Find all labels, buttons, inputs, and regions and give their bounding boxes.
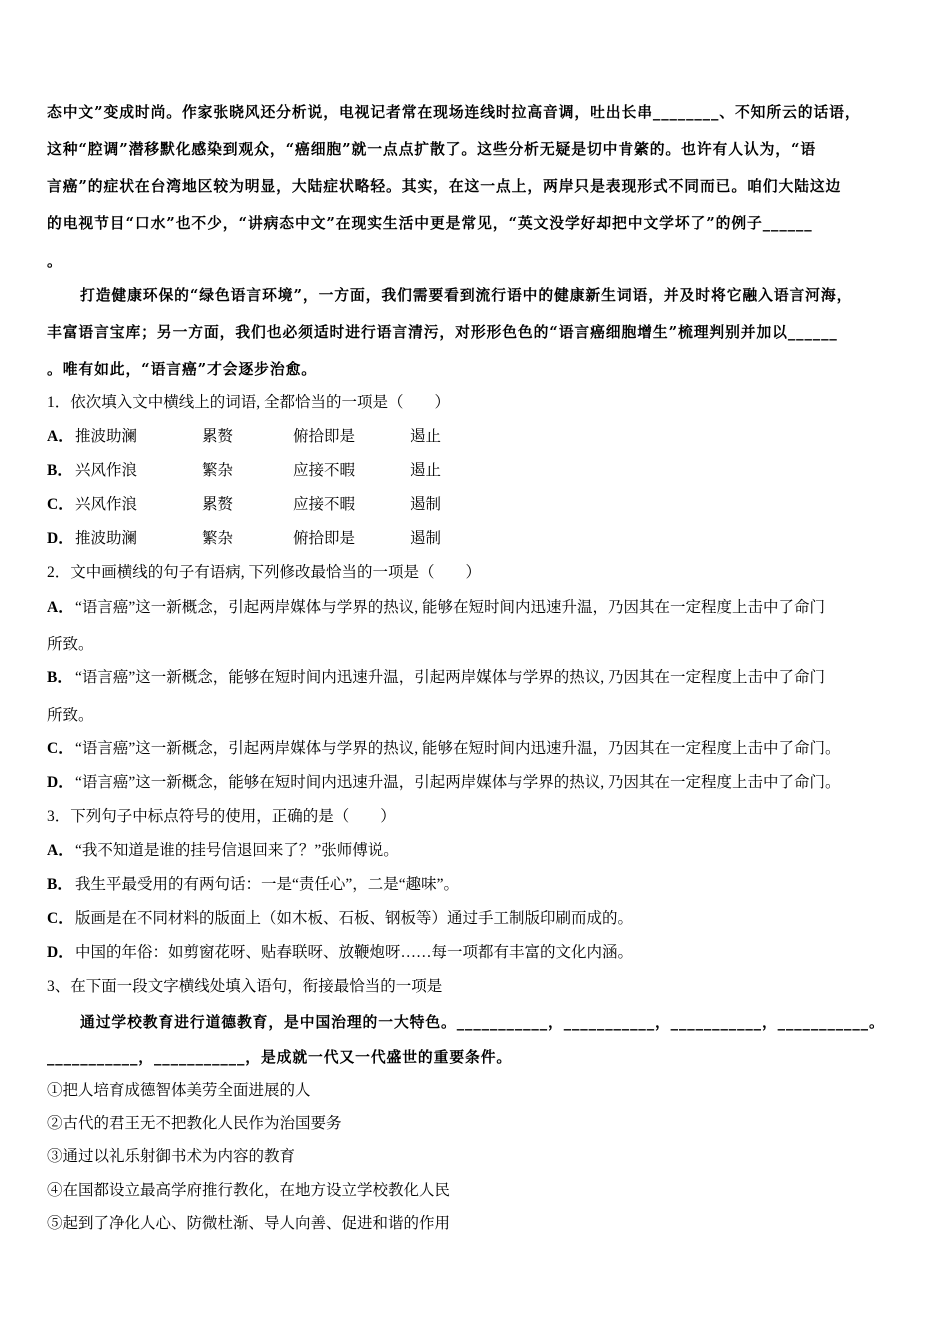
option-label: D．	[47, 944, 74, 961]
option-word: 应接不暇	[293, 462, 356, 479]
passage-line: 丰富语言宝库；另一方面，我们也必须适时进行语言清污，对形形色色的“语言癌细胞增生”梳理判别并加以______	[47, 324, 838, 341]
option-label: B．	[47, 462, 73, 479]
q4-item: ②古代的君王无不把教化人民作为治国要务	[47, 1115, 342, 1132]
option-label: B．	[47, 876, 73, 893]
q4-item: ⑤起到了净化人心、防微杜渐、导人向善、促进和谐的作用	[47, 1215, 451, 1232]
q2-option-b-text: “语言癌”这一新概念，能够在短时间内迅速升温，引起两岸媒体与学界的热议, 乃因其在一定程度上击中了命门	[75, 669, 826, 686]
question-4-stem: 3、在下面一段文字横线处填入语句，衔接最恰当的一项是	[47, 978, 443, 995]
q2-option-d-text: “语言癌”这一新概念，能够在短时间内迅速升温，引起两岸媒体与学界的热议, 乃因其在一定程度上击中了命门。	[75, 774, 841, 791]
option-word: 兴风作浪	[75, 496, 138, 513]
option-word: 遏制	[410, 496, 442, 513]
q4-passage-line: 通过学校教育进行道德教育，是中国治理的一大特色。___________，___________，___________，___________。	[80, 1014, 885, 1031]
q4-item: ③通过以礼乐射御书术为内容的教育	[47, 1148, 296, 1165]
q2-option-a-text: “语言癌”这一新概念，引起两岸媒体与学界的热议, 能够在短时间内迅速升温，乃因其在一定程度上击中了命门	[75, 599, 826, 616]
q2-option-a-text-cont: 所致。	[47, 636, 94, 653]
q3-option-d-text: 中国的年俗：如剪窗花呀、贴春联呀、放鞭炮呀……每一项都有丰富的文化内涵。	[75, 944, 634, 961]
option-word: 推波助澜	[75, 530, 138, 547]
q4-item: ①把人培育成德智体美劳全面进展的人	[47, 1082, 311, 1099]
q2-option-c-text: “语言癌”这一新概念，引起两岸媒体与学界的热议, 能够在短时间内迅速升温，乃因其在一定程度上击中了命门。	[75, 740, 841, 757]
option-word: 兴风作浪	[75, 462, 138, 479]
passage-line: 打造健康环保的“绿色语言环境”，一方面，我们需要看到流行语中的健康新生词语，并及时将它融入语言河海，	[80, 287, 853, 304]
question-3-stem: 3．下列句子中标点符号的使用，正确的是（ ）	[47, 808, 396, 825]
passage-line: 。唯有如此，“语言癌”才会逐步治愈。	[47, 361, 317, 378]
option-label: B．	[47, 669, 73, 686]
passage-line: 。	[47, 253, 63, 270]
option-word: 遏止	[410, 428, 442, 445]
option-label: D．	[47, 530, 74, 547]
passage-line: 的电视节目“口水”也不少，“讲病态中文”在现实生活中更是常见，“英文没学好却把中文学坏了”的例子______	[47, 215, 813, 232]
option-word: 繁杂	[202, 530, 234, 547]
question-2-stem: 2．文中画横线的句子有语病, 下列修改最恰当的一项是（ ）	[47, 564, 482, 581]
passage-line: 态中文”变成时尚。作家张晓风还分析说，电视记者常在现场连线时拉高音调，吐出长串________、不知所云的话语，	[47, 104, 861, 121]
option-word: 累赘	[202, 496, 234, 513]
option-label: A．	[47, 599, 74, 616]
option-label: D．	[47, 774, 74, 791]
option-word: 遏制	[410, 530, 442, 547]
option-label: A．	[47, 842, 74, 859]
q4-item: ④在国都设立最高学府推行教化，在地方设立学校教化人民	[47, 1182, 451, 1199]
option-label: C．	[47, 910, 74, 927]
q3-option-a-text: “我不知道是谁的挂号信退回来了？”张师傅说。	[75, 842, 399, 859]
option-word: 推波助澜	[75, 428, 138, 445]
option-word: 累赘	[202, 428, 234, 445]
option-word: 繁杂	[202, 462, 234, 479]
q2-option-b-text-cont: 所致。	[47, 707, 94, 724]
option-word: 俯拾即是	[293, 530, 356, 547]
q3-option-c-text: 版画是在不同材料的版面上（如木板、石板、钢板等）通过手工制版印刷而成的。	[75, 910, 634, 927]
option-word: 遏止	[410, 462, 442, 479]
option-word: 俯拾即是	[293, 428, 356, 445]
option-word: 应接不暇	[293, 496, 356, 513]
q3-option-b-text: 我生平最受用的有两句话：一是“责任心”，二是“趣味”。	[75, 876, 460, 893]
option-label: C．	[47, 496, 74, 513]
passage-line: 言癌”的症状在台湾地区较为明显，大陆症状略轻。其实，在这一点上，两岸只是表现形式不同而已。咱们大陆这边	[47, 178, 842, 195]
q4-passage-line: ___________，___________，是成就一代又一代盛世的重要条件。	[47, 1049, 513, 1066]
option-label: A．	[47, 428, 74, 445]
question-1-stem: 1．依次填入文中横线上的词语, 全都恰当的一项是（ ）	[47, 394, 451, 411]
passage-line: 这种“腔调”潜移默化感染到观众，“癌细胞”就一点点扩散了。这些分析无疑是切中肯綮的。也许有人认为，“语	[47, 141, 817, 158]
option-label: C．	[47, 740, 74, 757]
